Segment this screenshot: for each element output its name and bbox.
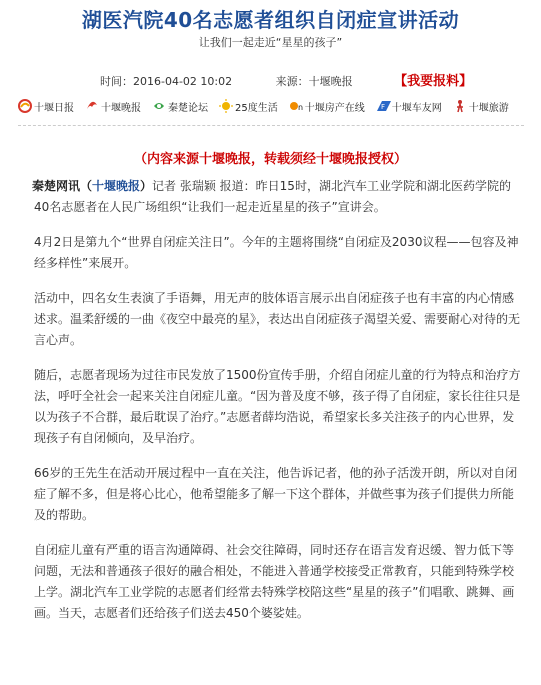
time-label: 时间：	[100, 75, 133, 88]
report-news-link[interactable]: 【我要报料】	[394, 74, 473, 89]
source-value: 十堰晚报	[308, 75, 353, 88]
paragraph: 随后，志愿者现场为过往市民发放了1500份宣传手册，介绍自闭症儿童的行为特点和治疗方法，呼吁全社会一起来关注自闭症儿童。“因为普及度不够，孩子得了自闭症，家长往往只是以为孩子不合群，最后耽误了治疗。”志愿者薛均浩说，希望家长多关注孩子的内心世界，发现孩子有自闭倾向，及早治疗。	[34, 368, 521, 445]
orange-house-icon	[289, 99, 303, 113]
sun-icon	[219, 99, 233, 113]
site-link-shiyan-travel[interactable]	[453, 99, 509, 114]
lead-source: 秦楚网讯（	[32, 179, 93, 193]
site-link-25-life[interactable]	[219, 99, 278, 114]
site-label: 十堰晚报	[101, 102, 141, 114]
red-flame-icon	[85, 99, 99, 113]
green-forum-icon	[152, 99, 166, 113]
time-value: 2016-04-02 10:02	[133, 75, 233, 88]
paragraph	[34, 176, 522, 218]
site-label: 十堰日报	[34, 102, 74, 114]
paragraph: 自闭症儿童有严重的语言沟通障碍、社会交往障碍，同时还存在语言发育迟缓、智力低下等问题，无法和普通孩子很好的融合相处，不能进入普通学校接受正常教育，只能到特殊学校上学。湖北汽车工业学院的志愿者们经常去特殊学校陪这些“星星的孩子”们唱歌、跳舞、画画。当天，志愿者们还给孩子们送去450个婆娑娃。	[34, 543, 515, 620]
paragraph-text: 记者 张瑞颖 报道：昨日15时，湖北汽车工业学院和湖北医药学院的40名志愿者在人民广场组织“让我们一起走近星星的孩子”宣讲会。	[34, 179, 511, 214]
red-swirl-icon	[18, 99, 32, 113]
article-title: 湖医汽院40名志愿者组织自闭症宣讲活动	[81, 8, 460, 32]
header-divider	[18, 125, 524, 126]
site-label: 十堰旅游	[468, 102, 509, 114]
article-body	[34, 176, 522, 638]
partner-site-bar	[18, 95, 524, 117]
article-meta	[100, 70, 472, 89]
site-link-qinchu-forum[interactable]	[152, 99, 208, 114]
site-link-shiyan-house[interactable]	[289, 99, 365, 114]
site-link-shiyan-daily[interactable]	[18, 99, 74, 114]
site-label: 25度生活	[235, 102, 278, 114]
lead-newspaper-link[interactable]: 十堰晚报	[92, 179, 141, 193]
site-label: 十堰房产在线	[304, 102, 365, 114]
svg-text:n: n	[297, 103, 303, 112]
blue-car-icon	[376, 99, 390, 113]
site-label: 十堰车友网	[391, 102, 442, 114]
source-label: 来源：	[275, 75, 309, 88]
lead-source-close: ）	[140, 179, 153, 193]
svg-text:F: F	[380, 103, 385, 111]
copyright-notice: （内容来源十堰晚报，转载须经十堰晚报授权）	[133, 152, 407, 167]
paragraph: 4月2日是第九个“世界自闭症关注日”。今年的主题将围绕“自闭症及2030议程——包容及神经多样性”来展开。	[34, 235, 519, 270]
site-link-shiyan-car[interactable]	[376, 99, 442, 114]
site-link-shiyan-evening[interactable]	[85, 99, 141, 114]
traveler-icon	[453, 99, 467, 113]
paragraph: 66岁的王先生在活动开展过程中一直在关注，他告诉记者，他的孙子活泼开朗，所以对自闭症了解不多，但是将心比心，他希望能多了解一下这个群体，并做些事为孩子们提供力所能及的帮助。	[34, 466, 518, 522]
paragraph: 活动中，四名女生表演了手语舞，用无声的肢体语言展示出自闭症孩子也有丰富的内心情感述求。温柔舒缓的一曲《夜空中最亮的星》，表达出自闭症孩子渴望关爱、需要耐心对待的无言心声。	[34, 291, 521, 347]
site-label: 秦楚论坛	[168, 102, 208, 114]
article-subtitle: 让我们一起走近“星星的孩子”	[198, 36, 343, 49]
